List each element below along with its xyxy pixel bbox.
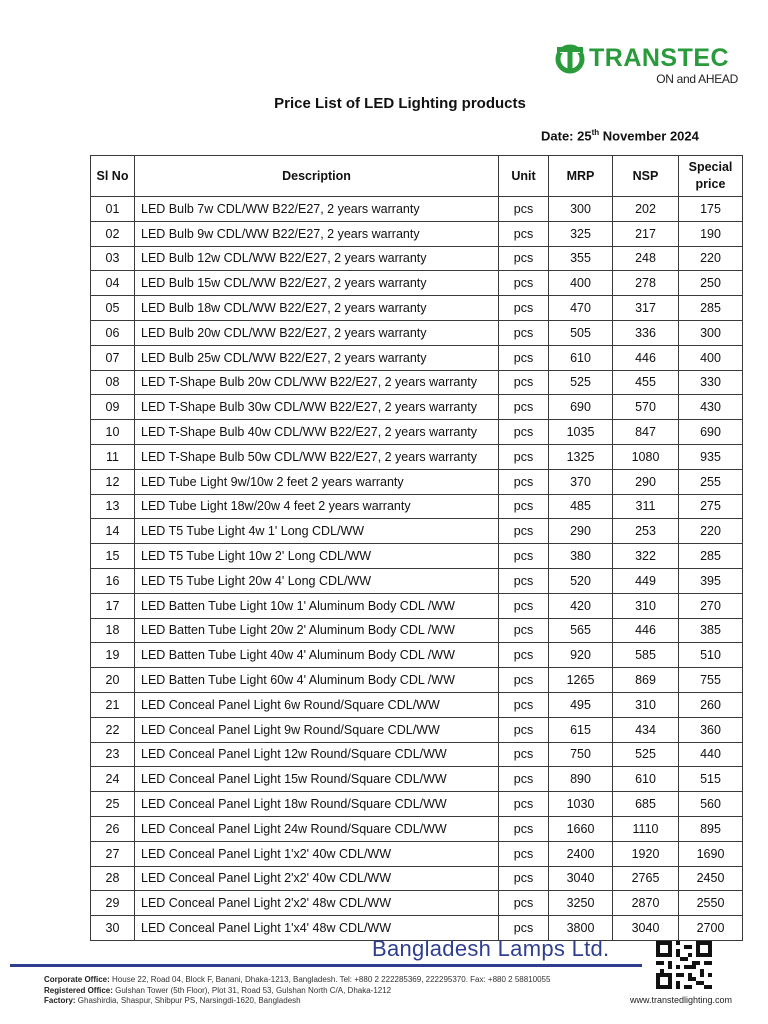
cell-mrp: 370: [549, 469, 613, 494]
header-description: Description: [135, 156, 499, 197]
cell-special-price: 560: [679, 792, 743, 817]
cell-special-price: 190: [679, 221, 743, 246]
date-prefix: Date: 25: [541, 128, 592, 144]
cell-nsp: 446: [613, 345, 679, 370]
cell-special-price: 2450: [679, 866, 743, 891]
cell-description: LED Conceal Panel Light 15w Round/Square CDL/WW: [135, 767, 499, 792]
cell-sl-no: 08: [91, 370, 135, 395]
table-row: [91, 519, 743, 544]
table-row: [91, 296, 743, 321]
corporate-office-line: [44, 975, 550, 986]
cell-nsp: 310: [613, 593, 679, 618]
cell-nsp: 310: [613, 692, 679, 717]
transtec-logo-icon: [555, 44, 585, 74]
cell-mrp: 355: [549, 246, 613, 271]
table-row: [91, 742, 743, 767]
corporate-office-label: Corporate Office:: [44, 975, 110, 984]
document-date: [541, 128, 699, 143]
cell-special-price: 275: [679, 494, 743, 519]
cell-nsp: 847: [613, 420, 679, 445]
cell-description: LED T-Shape Bulb 50w CDL/WW B22/E27, 2 years warranty: [135, 444, 499, 469]
cell-nsp: 278: [613, 271, 679, 296]
cell-nsp: 217: [613, 221, 679, 246]
table-row: [91, 643, 743, 668]
registered-office-text: Gulshan Tower (5th Floor), Plot 31, Road 53, Gulshan North C/A, Dhaka-1212: [112, 985, 392, 995]
cell-unit: pcs: [499, 197, 549, 222]
cell-description: LED Conceal Panel Light 1'x4' 48w CDL/WW: [135, 916, 499, 941]
website-link[interactable]: www.transtedlighting.com: [630, 995, 733, 1005]
cell-description: LED Conceal Panel Light 12w Round/Square CDL/WW: [135, 742, 499, 767]
table-header-row: [91, 156, 743, 197]
cell-sl-no: 06: [91, 320, 135, 345]
cell-mrp: 505: [549, 320, 613, 345]
table-row: [91, 494, 743, 519]
cell-sl-no: 14: [91, 519, 135, 544]
cell-description: LED T5 Tube Light 4w 1' Long CDL/WW: [135, 519, 499, 544]
cell-mrp: 565: [549, 618, 613, 643]
cell-nsp: 1080: [613, 444, 679, 469]
table-row: [91, 767, 743, 792]
cell-special-price: 400: [679, 345, 743, 370]
cell-sl-no: 01: [91, 197, 135, 222]
cell-special-price: 2550: [679, 891, 743, 916]
cell-description: LED Bulb 18w CDL/WW B22/E27, 2 years warranty: [135, 296, 499, 321]
cell-mrp: 380: [549, 544, 613, 569]
cell-unit: pcs: [499, 221, 549, 246]
price-table: [90, 155, 743, 941]
cell-sl-no: 09: [91, 395, 135, 420]
cell-unit: pcs: [499, 816, 549, 841]
cell-mrp: 1265: [549, 668, 613, 693]
table-row: [91, 370, 743, 395]
cell-special-price: 430: [679, 395, 743, 420]
cell-mrp: 525: [549, 370, 613, 395]
cell-sl-no: 28: [91, 866, 135, 891]
table-row: [91, 568, 743, 593]
cell-sl-no: 18: [91, 618, 135, 643]
cell-description: LED Batten Tube Light 20w 2' Aluminum Body CDL /WW: [135, 618, 499, 643]
cell-description: LED T-Shape Bulb 20w CDL/WW B22/E27, 2 years warranty: [135, 370, 499, 395]
cell-unit: pcs: [499, 444, 549, 469]
cell-sl-no: 02: [91, 221, 135, 246]
company-name: Bangladesh Lamps Ltd.: [372, 936, 610, 961]
cell-mrp: 290: [549, 519, 613, 544]
cell-sl-no: 16: [91, 568, 135, 593]
cell-description: LED Bulb 20w CDL/WW B22/E27, 2 years warranty: [135, 320, 499, 345]
cell-description: LED Conceal Panel Light 2'x2' 40w CDL/WW: [135, 866, 499, 891]
factory-label: Factory:: [44, 996, 76, 1005]
cell-special-price: 690: [679, 420, 743, 445]
table-row: [91, 668, 743, 693]
table-row: [91, 420, 743, 445]
cell-mrp: 1660: [549, 816, 613, 841]
cell-description: LED Bulb 9w CDL/WW B22/E27, 2 years warranty: [135, 221, 499, 246]
cell-mrp: 610: [549, 345, 613, 370]
cell-sl-no: 12: [91, 469, 135, 494]
cell-nsp: 434: [613, 717, 679, 742]
cell-description: LED Batten Tube Light 10w 1' Aluminum Body CDL /WW: [135, 593, 499, 618]
cell-unit: pcs: [499, 593, 549, 618]
cell-special-price: 285: [679, 296, 743, 321]
cell-nsp: 446: [613, 618, 679, 643]
cell-description: LED T5 Tube Light 10w 2' Long CDL/WW: [135, 544, 499, 569]
cell-special-price: 175: [679, 197, 743, 222]
table-row: [91, 792, 743, 817]
cell-unit: pcs: [499, 916, 549, 941]
table-row: [91, 345, 743, 370]
table-row: [91, 221, 743, 246]
cell-unit: pcs: [499, 568, 549, 593]
cell-mrp: 3250: [549, 891, 613, 916]
cell-sl-no: 15: [91, 544, 135, 569]
cell-special-price: 935: [679, 444, 743, 469]
cell-description: LED Conceal Panel Light 6w Round/Square CDL/WW: [135, 692, 499, 717]
cell-mrp: 3040: [549, 866, 613, 891]
cell-special-price: 285: [679, 544, 743, 569]
cell-sl-no: 24: [91, 767, 135, 792]
cell-nsp: 570: [613, 395, 679, 420]
cell-sl-no: 20: [91, 668, 135, 693]
cell-nsp: 322: [613, 544, 679, 569]
cell-sl-no: 19: [91, 643, 135, 668]
cell-special-price: 515: [679, 767, 743, 792]
cell-mrp: 750: [549, 742, 613, 767]
cell-special-price: 330: [679, 370, 743, 395]
cell-description: LED Tube Light 9w/10w 2 feet 2 years warranty: [135, 469, 499, 494]
cell-description: LED T-Shape Bulb 40w CDL/WW B22/E27, 2 years warranty: [135, 420, 499, 445]
brand-name: TRANSTEC: [589, 44, 730, 72]
cell-description: LED T5 Tube Light 20w 4' Long CDL/WW: [135, 568, 499, 593]
table-row: [91, 197, 743, 222]
transtec-logo: [555, 44, 740, 88]
cell-unit: pcs: [499, 742, 549, 767]
cell-nsp: 525: [613, 742, 679, 767]
cell-mrp: 1035: [549, 420, 613, 445]
cell-nsp: 290: [613, 469, 679, 494]
cell-unit: pcs: [499, 494, 549, 519]
corporate-office-text: House 22, Road 04, Block F, Banani, Dhaka-1213, Bangladesh. Tel: +880 2 222285369, 222295370. Fax: +880 2 58810055: [109, 975, 551, 984]
cell-special-price: 360: [679, 717, 743, 742]
table-row: [91, 469, 743, 494]
cell-unit: pcs: [499, 519, 549, 544]
cell-unit: pcs: [499, 469, 549, 494]
cell-description: LED Conceal Panel Light 24w Round/Square CDL/WW: [135, 816, 499, 841]
table-row: [91, 692, 743, 717]
cell-unit: pcs: [499, 643, 549, 668]
cell-nsp: 585: [613, 643, 679, 668]
cell-special-price: 755: [679, 668, 743, 693]
cell-unit: pcs: [499, 891, 549, 916]
cell-unit: pcs: [499, 345, 549, 370]
table-body: [91, 197, 743, 941]
cell-unit: pcs: [499, 296, 549, 321]
cell-sl-no: 17: [91, 593, 135, 618]
cell-mrp: 520: [549, 568, 613, 593]
cell-description: LED T-Shape Bulb 30w CDL/WW B22/E27, 2 years warranty: [135, 395, 499, 420]
cell-mrp: 400: [549, 271, 613, 296]
cell-sl-no: 05: [91, 296, 135, 321]
cell-description: LED Bulb 7w CDL/WW B22/E27, 2 years warranty: [135, 197, 499, 222]
cell-special-price: 250: [679, 271, 743, 296]
cell-special-price: 385: [679, 618, 743, 643]
cell-nsp: 610: [613, 767, 679, 792]
header-special-price: Special price: [679, 156, 743, 197]
cell-nsp: 248: [613, 246, 679, 271]
footer-addresses: [44, 975, 550, 1007]
table-row: [91, 891, 743, 916]
brand-tagline: ON and AHEAD: [656, 72, 738, 86]
cell-unit: pcs: [499, 618, 549, 643]
cell-sl-no: 10: [91, 420, 135, 445]
cell-nsp: 455: [613, 370, 679, 395]
cell-description: LED Tube Light 18w/20w 4 feet 2 years warranty: [135, 494, 499, 519]
cell-sl-no: 30: [91, 916, 135, 941]
table-row: [91, 271, 743, 296]
cell-unit: pcs: [499, 866, 549, 891]
cell-description: LED Batten Tube Light 40w 4' Aluminum Body CDL /WW: [135, 643, 499, 668]
cell-unit: pcs: [499, 246, 549, 271]
table-row: [91, 866, 743, 891]
cell-special-price: 260: [679, 692, 743, 717]
cell-sl-no: 29: [91, 891, 135, 916]
cell-nsp: 253: [613, 519, 679, 544]
cell-sl-no: 04: [91, 271, 135, 296]
cell-nsp: 869: [613, 668, 679, 693]
registered-office-line: [44, 986, 550, 997]
table-row: [91, 246, 743, 271]
cell-unit: pcs: [499, 841, 549, 866]
cell-special-price: 440: [679, 742, 743, 767]
cell-mrp: 325: [549, 221, 613, 246]
cell-nsp: 1920: [613, 841, 679, 866]
cell-unit: pcs: [499, 692, 549, 717]
table-row: [91, 320, 743, 345]
cell-unit: pcs: [499, 792, 549, 817]
cell-mrp: 485: [549, 494, 613, 519]
cell-mrp: 615: [549, 717, 613, 742]
cell-unit: pcs: [499, 767, 549, 792]
cell-mrp: 470: [549, 296, 613, 321]
cell-special-price: 2700: [679, 916, 743, 941]
cell-special-price: 300: [679, 320, 743, 345]
cell-nsp: 311: [613, 494, 679, 519]
date-ordinal-suffix: th: [591, 128, 600, 137]
cell-special-price: 1690: [679, 841, 743, 866]
cell-mrp: 2400: [549, 841, 613, 866]
cell-sl-no: 27: [91, 841, 135, 866]
cell-unit: pcs: [499, 420, 549, 445]
cell-special-price: 255: [679, 469, 743, 494]
cell-nsp: 3040: [613, 916, 679, 941]
cell-description: LED Bulb 15w CDL/WW B22/E27, 2 years warranty: [135, 271, 499, 296]
cell-unit: pcs: [499, 320, 549, 345]
qr-code-icon: [656, 940, 712, 990]
cell-sl-no: 07: [91, 345, 135, 370]
cell-nsp: 317: [613, 296, 679, 321]
cell-mrp: 420: [549, 593, 613, 618]
table-row: [91, 444, 743, 469]
cell-mrp: 690: [549, 395, 613, 420]
table-row: [91, 618, 743, 643]
cell-sl-no: 25: [91, 792, 135, 817]
cell-nsp: 2870: [613, 891, 679, 916]
cell-special-price: 395: [679, 568, 743, 593]
table-row: [91, 544, 743, 569]
header-mrp: MRP: [549, 156, 613, 197]
cell-special-price: 895: [679, 816, 743, 841]
cell-unit: pcs: [499, 395, 549, 420]
cell-mrp: 495: [549, 692, 613, 717]
cell-nsp: 449: [613, 568, 679, 593]
cell-mrp: 300: [549, 197, 613, 222]
registered-office-label: Registered Office:: [44, 985, 113, 995]
cell-unit: pcs: [499, 370, 549, 395]
cell-unit: pcs: [499, 271, 549, 296]
cell-nsp: 336: [613, 320, 679, 345]
cell-mrp: 890: [549, 767, 613, 792]
header-unit: Unit: [499, 156, 549, 197]
cell-mrp: 920: [549, 643, 613, 668]
cell-description: LED Conceal Panel Light 9w Round/Square CDL/WW: [135, 717, 499, 742]
cell-description: LED Conceal Panel Light 2'x2' 48w CDL/WW: [135, 891, 499, 916]
cell-unit: pcs: [499, 717, 549, 742]
cell-sl-no: 26: [91, 816, 135, 841]
cell-sl-no: 03: [91, 246, 135, 271]
cell-sl-no: 21: [91, 692, 135, 717]
cell-mrp: 3800: [549, 916, 613, 941]
cell-description: LED Bulb 12w CDL/WW B22/E27, 2 years warranty: [135, 246, 499, 271]
factory-text: Ghashirdia, Shaspur, Shibpur PS, Narsingdi-1620, Bangladesh: [75, 996, 301, 1005]
cell-special-price: 220: [679, 246, 743, 271]
table-row: [91, 395, 743, 420]
cell-sl-no: 11: [91, 444, 135, 469]
cell-nsp: 1110: [613, 816, 679, 841]
cell-mrp: 1030: [549, 792, 613, 817]
cell-mrp: 1325: [549, 444, 613, 469]
cell-description: LED Conceal Panel Light 1'x2' 40w CDL/WW: [135, 841, 499, 866]
cell-special-price: 510: [679, 643, 743, 668]
cell-special-price: 270: [679, 593, 743, 618]
table-row: [91, 593, 743, 618]
cell-description: LED Conceal Panel Light 18w Round/Square CDL/WW: [135, 792, 499, 817]
header-sl-no: Sl No: [91, 156, 135, 197]
table-row: [91, 816, 743, 841]
page-title: Price List of LED Lighting products: [274, 95, 526, 112]
cell-special-price: 220: [679, 519, 743, 544]
cell-nsp: 2765: [613, 866, 679, 891]
cell-nsp: 202: [613, 197, 679, 222]
cell-unit: pcs: [499, 668, 549, 693]
cell-nsp: 685: [613, 792, 679, 817]
table-row: [91, 841, 743, 866]
date-rest: November 2024: [599, 128, 699, 144]
cell-unit: pcs: [499, 544, 549, 569]
cell-description: LED Batten Tube Light 60w 4' Aluminum Body CDL /WW: [135, 668, 499, 693]
factory-line: [44, 996, 550, 1007]
table-row: [91, 717, 743, 742]
header-nsp: NSP: [613, 156, 679, 197]
cell-sl-no: 13: [91, 494, 135, 519]
cell-sl-no: 23: [91, 742, 135, 767]
cell-sl-no: 22: [91, 717, 135, 742]
cell-description: LED Bulb 25w CDL/WW B22/E27, 2 years warranty: [135, 345, 499, 370]
footer-divider: [10, 964, 642, 967]
